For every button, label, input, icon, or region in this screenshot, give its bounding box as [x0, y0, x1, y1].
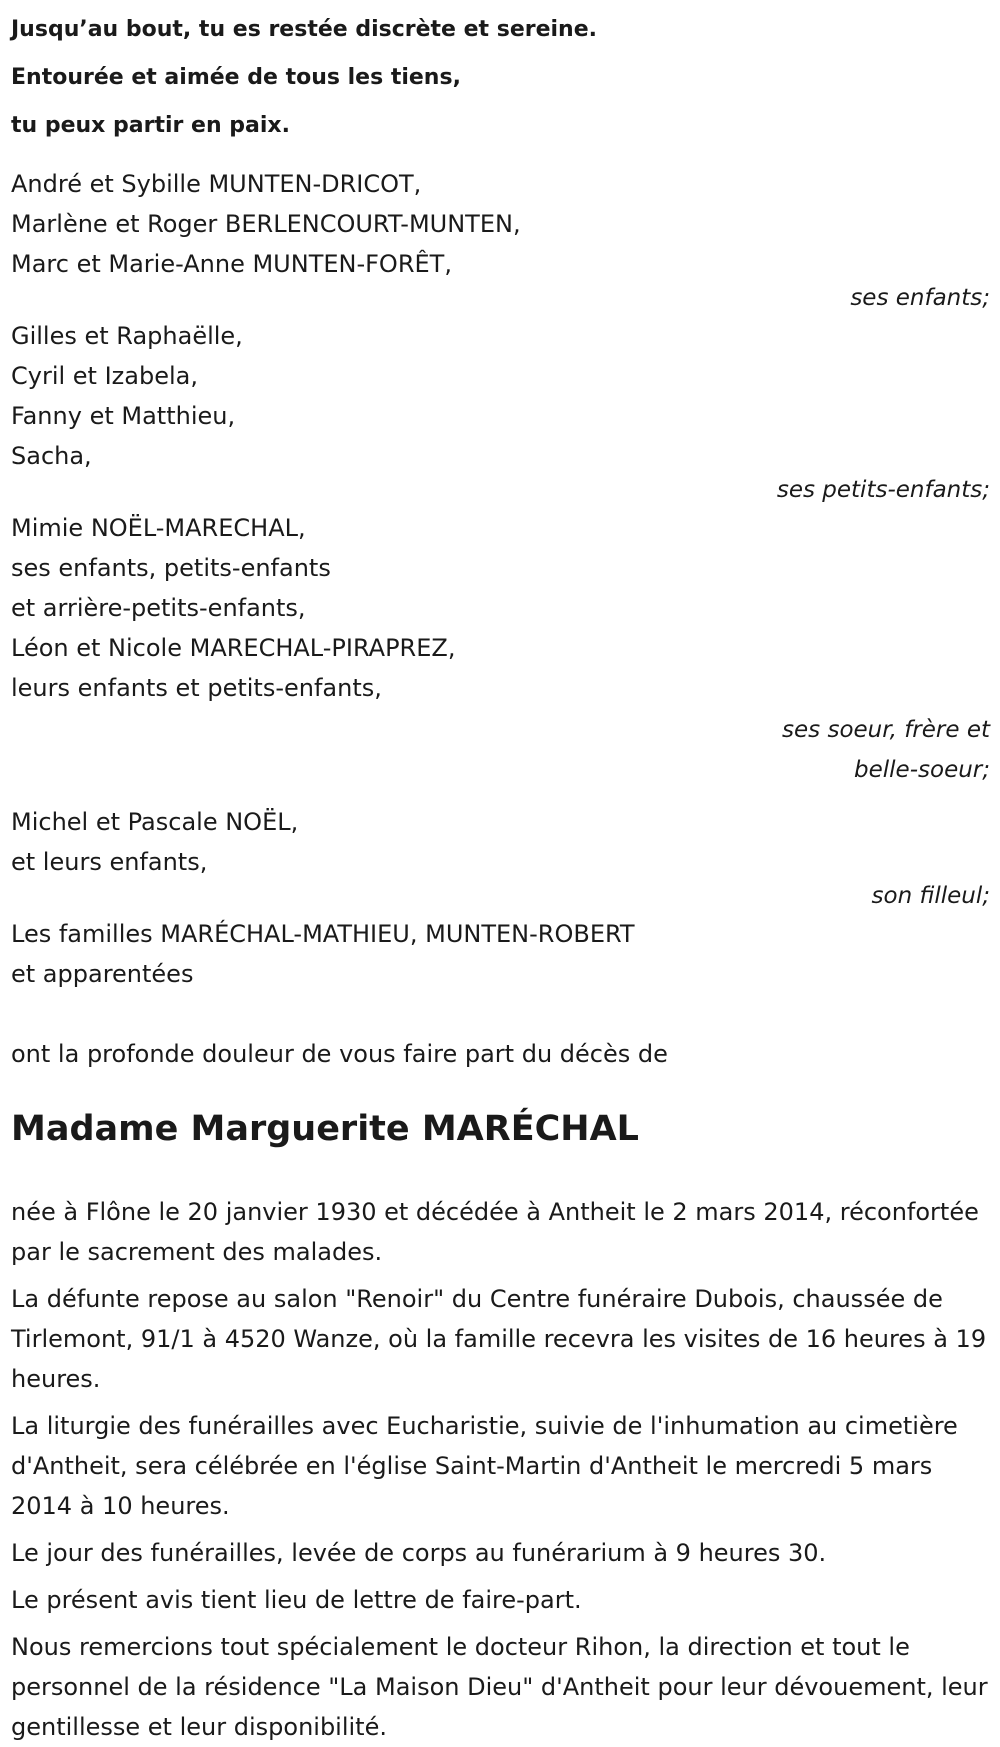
family-name-line: ses enfants, petits-enfants — [11, 554, 331, 582]
relation-label: ses soeur, frère et — [782, 717, 990, 743]
family-name-line: Léon et Nicole MARECHAL-PIRAPREZ, — [11, 634, 456, 662]
family-name-line: Marlène et Roger BERLENCOURT-MUNTEN, — [11, 210, 521, 238]
relation-label: belle-soeur; — [854, 757, 990, 783]
obituary-notice — [11, 0, 991, 1747]
poem-line: Entourée et aimée de tous les tiens, — [11, 65, 461, 90]
godson-group — [11, 802, 991, 916]
deceased-name: Madame Marguerite MARÉCHAL — [11, 1109, 639, 1149]
family-name-line: et arrière-petits-enfants, — [11, 594, 306, 622]
family-name-line: Mimie NOËL-MARECHAL, — [11, 514, 306, 542]
details-section — [11, 1192, 991, 1747]
details-paragraph: La défunte repose au salon "Renoir" du Centre funéraire Dubois, chaussée de Tirlemont, 91/1 à 4520 Wanze, où la famille recevra les visites de 16 heures à 19 heures. — [11, 1285, 987, 1393]
details-paragraph: La liturgie des funérailles avec Eucharistie, suivie de l'inhumation au cimetière d'Antheit, sera célébrée en l'église Saint-Martin d'Antheit le mercredi 5 mars 2014 à 10 heures. — [11, 1412, 958, 1520]
family-name-line: Michel et Pascale NOËL, — [11, 808, 299, 836]
family-name-line: Gilles et Raphaëlle, — [11, 322, 243, 350]
grandchildren-group — [11, 316, 991, 510]
relation-label: ses petits-enfants; — [776, 477, 990, 503]
family-name-line: Sacha, — [11, 442, 92, 470]
children-group — [11, 164, 991, 318]
announcement-line: ont la profonde douleur de vous faire part du décès de — [11, 1040, 668, 1068]
details-paragraph: Nous remercions tout spécialement le docteur Rihon, la direction et tout le personnel de la résidence "La Maison Dieu" d'Antheit pour leur dévouement, leur gentillesse et leur disponibilité. — [11, 1633, 988, 1741]
family-name-line: André et Sybille MUNTEN-DRICOT, — [11, 170, 422, 198]
opening-poem — [11, 6, 991, 150]
details-paragraph: Le jour des funérailles, levée de corps au funérarium à 9 heures 30. — [11, 1539, 827, 1567]
families-group — [11, 914, 991, 994]
family-name-line: et leurs enfants, — [11, 848, 208, 876]
family-name-line: Marc et Marie-Anne MUNTEN-FORÊT, — [11, 250, 452, 278]
family-name-line: et apparentées — [11, 960, 194, 988]
poem-line: Jusqu’au bout, tu es restée discrète et sereine. — [11, 17, 597, 42]
family-name-line: Cyril et Izabela, — [11, 362, 198, 390]
relation-label: ses enfants; — [850, 285, 990, 311]
family-name-line: leurs enfants et petits-enfants, — [11, 674, 382, 702]
poem-line: tu peux partir en paix. — [11, 113, 290, 138]
siblings-group — [11, 508, 991, 790]
family-name-line: Les familles MARÉCHAL-MATHIEU, MUNTEN-ROBERT — [11, 920, 635, 948]
details-paragraph: Le présent avis tient lieu de lettre de faire-part. — [11, 1586, 582, 1614]
details-paragraph: née à Flône le 20 janvier 1930 et décédée à Antheit le 2 mars 2014, réconfortée par le sacrement des malades. — [11, 1198, 979, 1266]
relation-label: son filleul; — [871, 883, 990, 909]
family-name-line: Fanny et Matthieu, — [11, 402, 236, 430]
